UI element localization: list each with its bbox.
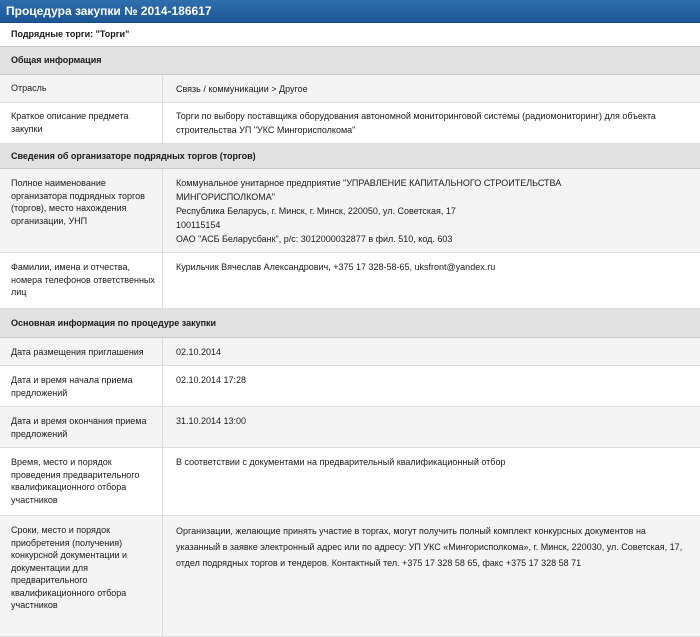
row-start bbox=[0, 366, 700, 407]
docs-label: Сроки, место и порядок приобретения (получения) конкурсной документации и документации для предварительного квалификационного отбора участников bbox=[0, 516, 163, 636]
subject-value: Торги по выбору поставщика оборудования автономной мониторинговой системы (радиомониторинг) для объекта строительства УП "УКС Мингорисполкома" bbox=[176, 111, 656, 135]
row-prequal bbox=[0, 448, 700, 516]
organizer-name-value bbox=[163, 169, 700, 252]
industry-value: Связь / коммуникации > Другое bbox=[176, 84, 308, 94]
row-organizer-name bbox=[0, 169, 700, 253]
row-contacts bbox=[0, 253, 700, 309]
start-value: 02.10.2014 17:28 bbox=[176, 375, 247, 385]
row-industry bbox=[0, 75, 700, 103]
row-docs bbox=[0, 516, 700, 637]
contacts-value: Курильчик Вячеслав Александрович, +375 17 328-58-65, uksfront@yandex.ru bbox=[176, 262, 496, 272]
row-subject bbox=[0, 103, 700, 144]
subject-label: Краткое описание предмета закупки bbox=[0, 103, 163, 143]
row-end bbox=[0, 407, 700, 448]
prequal-label: Время, место и порядок проведения предварительного квалификационного отбора участников bbox=[0, 448, 163, 515]
contacts-label: Фамилии, имена и отчества, номера телефонов ответственных лиц bbox=[0, 253, 163, 308]
organizer-unp: 100115154 bbox=[176, 220, 221, 230]
organizer-name-line: Коммунальное унитарное предприятие "УПРАВЛЕНИЕ КАПИТАЛЬНОГО СТРОИТЕЛЬСТВА bbox=[176, 178, 562, 188]
prequal-value: В соответствии с документами на предварительный квалификационный отбор bbox=[176, 457, 506, 467]
page-title: Процедура закупки № 2014-186617 bbox=[6, 4, 212, 18]
section-main: Основная информация по процедуре закупки bbox=[0, 309, 700, 338]
end-label: Дата и время окончания приема предложений bbox=[0, 407, 163, 447]
organizer-bank: ОАО "АСБ Беларусбанк", р/с: 3012000032877 в фил. 510, код. 603 bbox=[176, 234, 453, 244]
start-label: Дата и время начала приема предложений bbox=[0, 366, 163, 406]
organizer-address: Республика Беларусь, г. Минск, г. Минск, 220050, ул. Советская, 17 bbox=[176, 206, 456, 216]
organizer-name-label: Полное наименование организатора подрядных торгов (торгов), место нахождения организации, УНП bbox=[0, 169, 163, 252]
posted-label: Дата размещения приглашения bbox=[0, 338, 163, 365]
posted-value: 02.10.2014 bbox=[176, 347, 222, 357]
docs-value: Организации, желающие принять участие в торгах, могут получить полный комплект конкурсных документов на указанный в заявке электронный адрес или по адресу: УП УКС «Мингорисполкома», г. Минск, 220030, ул. Советская, 17, отдел подрядных торгов и тендеров. Контактный тел. +375 17 328 58 65, факс +375 17 328 58 71 bbox=[176, 526, 683, 568]
page-header bbox=[0, 0, 700, 23]
section-general: Общая информация bbox=[0, 47, 700, 75]
organizer-name-line: МИНГОРИСПОЛКОМА" bbox=[176, 192, 275, 202]
row-posted bbox=[0, 338, 700, 366]
industry-label: Отрасль bbox=[0, 75, 163, 102]
procedure-type: Подрядные торги: "Торги" bbox=[0, 23, 700, 47]
end-value: 31.10.2014 13:00 bbox=[176, 416, 247, 426]
section-organizer: Сведения об организаторе подрядных торгов (торгов) bbox=[0, 144, 700, 169]
